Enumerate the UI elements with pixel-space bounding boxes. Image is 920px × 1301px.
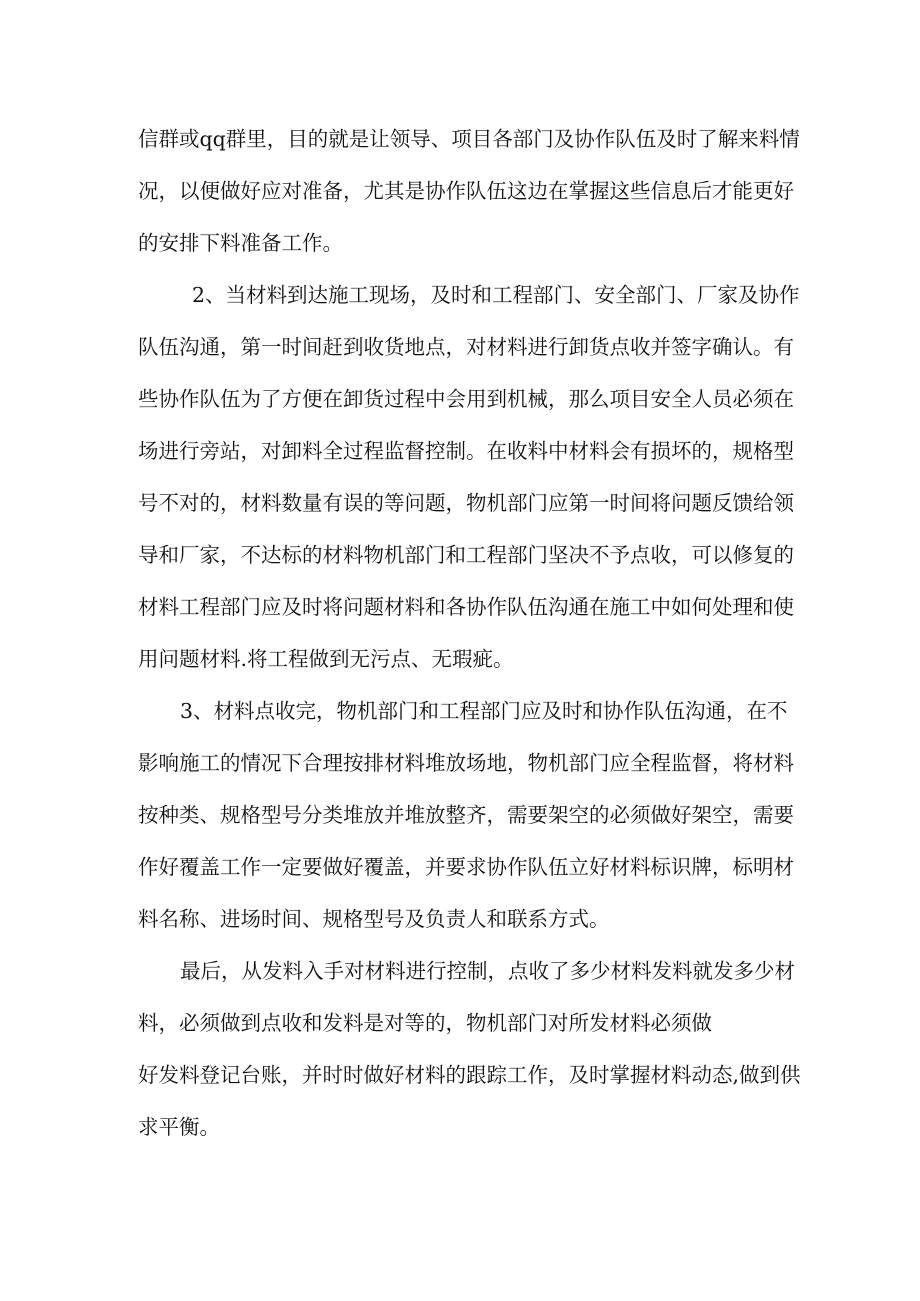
paragraph-3-line-3: 按种类、规格型号分类堆放并堆放整齐，需要架空的必须做好架空，需要 — [138, 803, 794, 827]
paragraph-3-line-1: 3、材料点收完，物机部门和工程部门应及时和协作队伍沟通，在不 — [180, 699, 788, 723]
paragraph-2-line-8: 用问题材料.将工程做到无污点、无瑕疵。 — [138, 647, 514, 671]
paragraph-3-line-5: 料名称、进场时间、规格型号及负责人和联系方式。 — [138, 907, 610, 931]
paragraph-2-line-5: 号不对的，材料数量有误的等问题，物机部门应第一时间将问题反馈给领 — [138, 491, 794, 515]
paragraph-2-line-1: 2、当材料到达施工现场，及时和工程部门、安全部门、厂家及协作 — [192, 283, 800, 307]
paragraph-1-line-3: 的安排下料准备工作。 — [138, 231, 343, 255]
paragraph-4-line-2: 料，必须做到点收和发料是对等的，物机部门对所发材料必须做 — [138, 1011, 712, 1035]
paragraph-2-line-3: 些协作队伍为了方便在卸货过程中会用到机械，那么项目安全人员必须在 — [138, 387, 794, 411]
paragraph-4-line-1: 最后，从发料入手对材料进行控制，点收了多少材料发料就发多少材 — [180, 959, 795, 983]
paragraph-4-line-3: 好发料登记台账，并时时做好材料的跟踪工作，及时掌握材料动态,做到供 — [138, 1063, 801, 1087]
paragraph-1-line-2: 况，以便做好应对准备，尤其是协作队伍这边在掌握这些信息后才能更好 — [138, 179, 794, 203]
paragraph-4-line-4: 求平衡。 — [138, 1115, 220, 1139]
paragraph-2-line-7: 材料工程部门应及时将问题材料和各协作队伍沟通在施工中如何处理和使 — [138, 595, 794, 619]
paragraph-3-line-2: 影响施工的情况下合理按排材料堆放场地，物机部门应全程监督，将材料 — [138, 751, 794, 775]
paragraph-3-line-4: 作好覆盖工作一定要做好覆盖，并要求协作队伍立好材料标识牌，标明材 — [138, 855, 794, 879]
paragraph-1-line-1: 信群或qq群里，目的就是让领导、项目各部门及协作队伍及时了解来料情 — [138, 127, 800, 151]
paragraph-2-line-6: 导和厂家，不达标的材料物机部门和工程部门坚决不予点收，可以修复的 — [138, 543, 794, 567]
paragraph-2-line-4: 场进行旁站，对卸料全过程监督控制。在收料中材料会有损坏的，规格型 — [138, 439, 794, 463]
paragraph-2-line-2: 队伍沟通，第一时间赶到收货地点，对材料进行卸货点收并签字确认。有 — [138, 335, 794, 359]
